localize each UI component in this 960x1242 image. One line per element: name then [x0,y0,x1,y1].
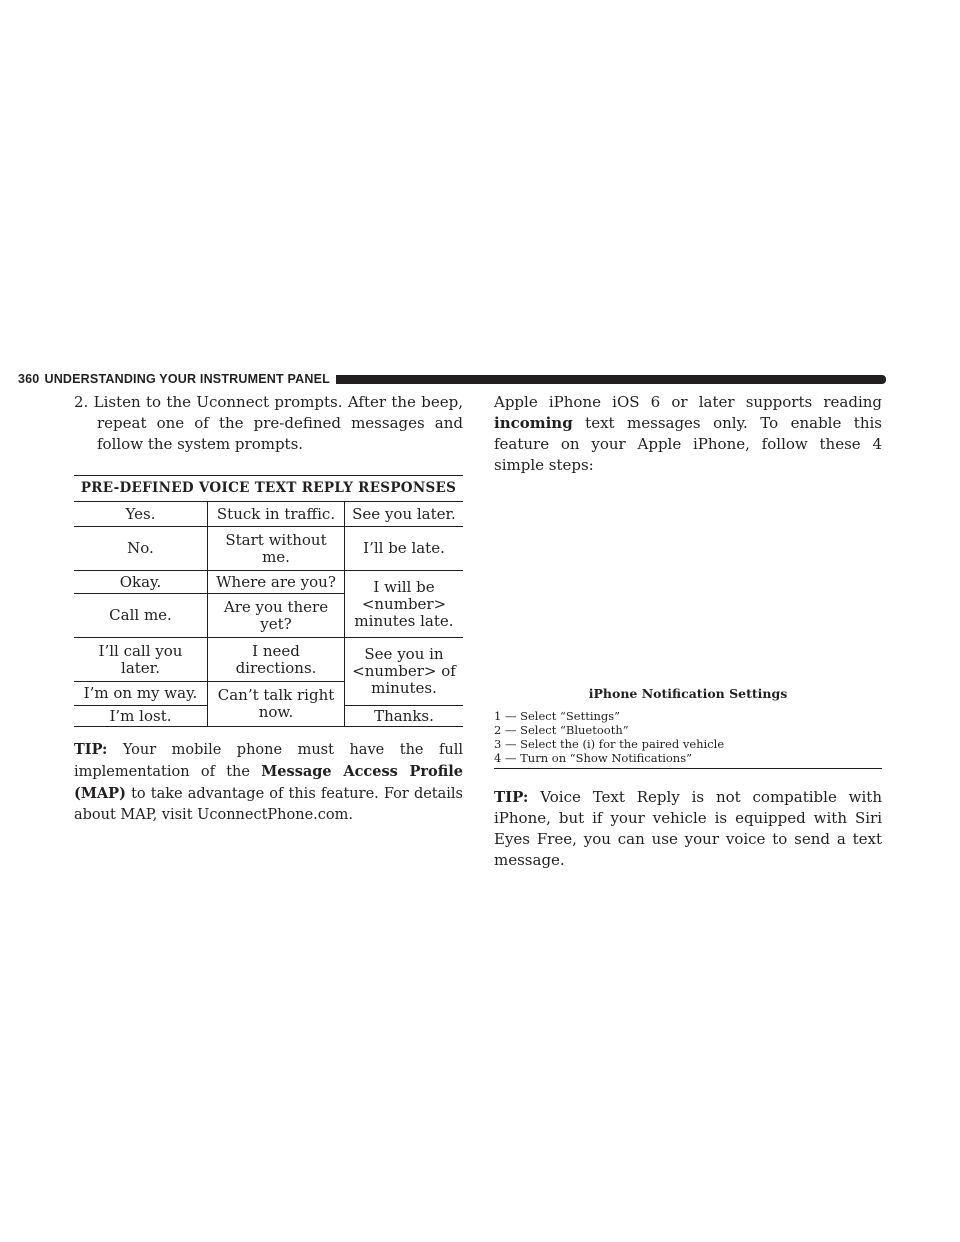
tip-map [74,739,463,826]
table-cell: Yes. [74,502,208,527]
page-header [18,371,886,387]
intro-text: Apple iPhone iOS 6 or later supports reading [494,393,882,411]
tip-text: Voice Text Reply is not compatible with iPhone, but if your vehicle is equipped with Siri Eyes Free, you can use your voice to send a text message. [494,788,882,869]
figure-step: 2 — Select “Bluetooth” [494,723,629,737]
table-cell: See you later. [345,502,464,527]
figure-step: 1 — Select “Settings” [494,709,621,723]
right-column [494,392,882,871]
tip-text: to take advantage of this feature. For details about MAP, visit UconnectPhone.com. [74,786,463,823]
table-cell: No. [74,527,208,571]
intro-bold-term: incoming [494,414,573,432]
section-title: UNDERSTANDING YOUR INSTRUMENT PANEL [44,372,330,386]
table-cell: I’ll call you later. [74,638,208,682]
tip-siri [494,787,882,871]
intro-text: text messages only. To enable this feature on your Apple iPhone, follow these 4 simple steps: [494,414,882,474]
table-cell: I’ll be late. [345,527,464,571]
table-cell: See you in <number> of minutes. [345,638,464,706]
table-row [74,571,463,594]
table-cell: I’m lost. [74,706,208,727]
caption-rule [494,768,882,769]
figure-step: 3 — Select the (i) for the paired vehicle [494,737,725,751]
table-row [74,638,463,682]
step-2-text: 2. Listen to the Uconnect prompts. After the beep, repeat one of the pre-defined messages and follow the system prompts. [74,393,463,453]
tip-label: TIP: [74,741,108,758]
table-cell: I need directions. [208,638,345,682]
voice-reply-table [74,475,463,727]
table-cell: Are you there yet? [208,594,345,638]
table-cell: Call me. [74,594,208,638]
table-cell: Thanks. [345,706,464,727]
table-cell: Can’t talk right now. [208,682,345,727]
figure-placeholder [494,476,882,686]
table-title: PRE-DEFINED VOICE TEXT REPLY RESPONSES [74,476,463,502]
table-cell: Start without me. [208,527,345,571]
iphone-intro [494,392,882,476]
table-row [74,502,463,527]
table-row [74,527,463,571]
figure-caption-title: iPhone Notification Settings [588,686,788,701]
page-number: 360 [18,372,40,386]
tip-label: TIP: [494,788,529,806]
table-cell: Stuck in traffic. [208,502,345,527]
figure-step: 4 — Turn on “Show Notifications” [494,751,692,765]
table-cell: I’m on my way. [74,682,208,706]
table-cell: Where are you? [208,571,345,594]
tip-text: Your mobile phone must have the full implementation of the [74,742,463,780]
table-cell: I will be <number> minutes late. [345,571,464,638]
header-rule [336,375,886,384]
table-cell: Okay. [74,571,208,594]
left-column [74,392,463,841]
tip-bold-term: Message Access Profile (MAP) [74,763,463,802]
